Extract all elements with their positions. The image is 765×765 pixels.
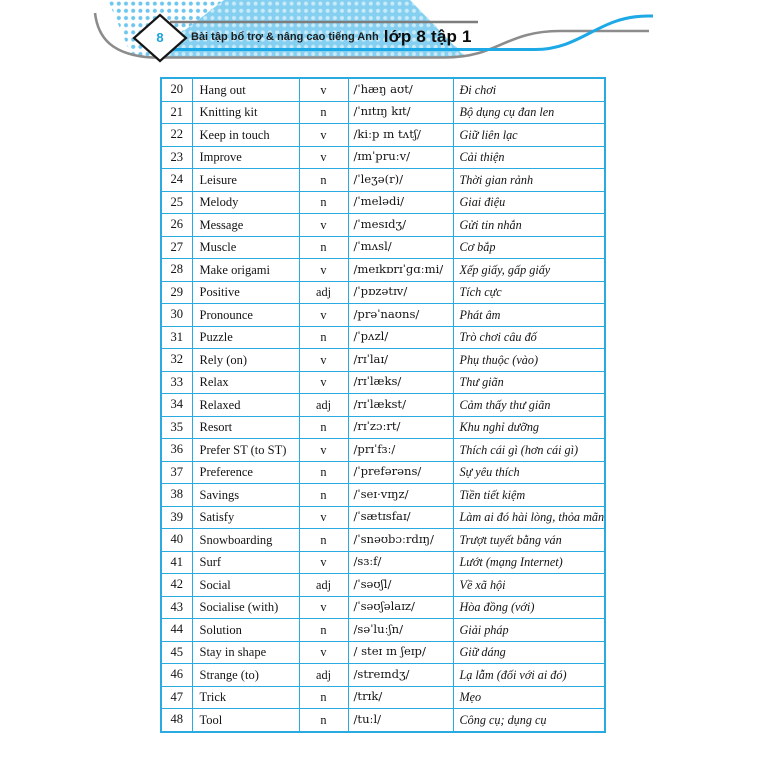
cell-ipa: /ˈleʒə(r)/: [348, 169, 453, 192]
cell-meaning: Phụ thuộc (vào): [453, 349, 605, 372]
cell-ipa: /ˈmesɪdʒ/: [348, 214, 453, 237]
table-row: [161, 506, 605, 529]
cell-pos: v: [299, 551, 348, 574]
header-title-large: lớp 8 tập 1: [383, 26, 472, 46]
cell-pos: v: [299, 304, 348, 327]
cell-pos: v: [299, 124, 348, 147]
cell-no: 43: [161, 596, 192, 619]
cell-no: 31: [161, 326, 192, 349]
cell-pos: n: [299, 529, 348, 552]
table-row: [161, 394, 605, 417]
cell-ipa: /rɪˈlækst/: [348, 394, 453, 417]
cell-meaning: Cơ bắp: [453, 236, 605, 259]
cell-word: Resort: [192, 416, 299, 439]
cell-ipa: /ˈnɪtɪŋ kɪt/: [348, 101, 453, 124]
cell-no: 39: [161, 506, 192, 529]
cell-pos: n: [299, 619, 348, 642]
cell-meaning: Gửi tin nhắn: [453, 214, 605, 237]
cell-no: 21: [161, 101, 192, 124]
cell-ipa: /ˈhæŋ aʊt/: [348, 78, 453, 101]
cell-no: 27: [161, 236, 192, 259]
cell-pos: n: [299, 686, 348, 709]
cell-word: Preference: [192, 461, 299, 484]
cell-ipa: / steɪ ɪn ʃeɪp/: [348, 641, 453, 664]
table-row: [161, 641, 605, 664]
cell-word: Make origami: [192, 259, 299, 282]
table-row: [161, 709, 605, 732]
cell-meaning: Tích cực: [453, 281, 605, 304]
cell-no: 46: [161, 664, 192, 687]
table-row: [161, 146, 605, 169]
cell-meaning: Giai điệu: [453, 191, 605, 214]
cell-pos: v: [299, 78, 348, 101]
cell-word: Puzzle: [192, 326, 299, 349]
cell-meaning: Giữ liên lạc: [453, 124, 605, 147]
cell-pos: v: [299, 259, 348, 282]
cell-no: 30: [161, 304, 192, 327]
cell-no: 24: [161, 169, 192, 192]
cell-no: 37: [161, 461, 192, 484]
cell-no: 29: [161, 281, 192, 304]
cell-meaning: Thời gian rảnh: [453, 169, 605, 192]
cell-word: Hang out: [192, 78, 299, 101]
cell-meaning: Cảm thấy thư giãn: [453, 394, 605, 417]
table-row: [161, 596, 605, 619]
table-row: [161, 461, 605, 484]
cell-pos: n: [299, 461, 348, 484]
cell-word: Melody: [192, 191, 299, 214]
cell-meaning: Xếp giấy, gấp giấy: [453, 259, 605, 282]
vocab-table: [160, 77, 606, 733]
cell-meaning: Sự yêu thích: [453, 461, 605, 484]
cell-meaning: Phát âm: [453, 304, 605, 327]
table-row: [161, 169, 605, 192]
table-row: [161, 416, 605, 439]
cell-no: 48: [161, 709, 192, 732]
cell-pos: v: [299, 214, 348, 237]
cell-no: 25: [161, 191, 192, 214]
cell-pos: adj: [299, 394, 348, 417]
table-row: [161, 214, 605, 237]
cell-no: 22: [161, 124, 192, 147]
cell-meaning: Làm ai đó hài lòng, thỏa mãn: [453, 506, 605, 529]
cell-word: Satisfy: [192, 506, 299, 529]
cell-ipa: /tuːl/: [348, 709, 453, 732]
cell-ipa: /trɪk/: [348, 686, 453, 709]
cell-pos: adj: [299, 574, 348, 597]
cell-meaning: Đi chơi: [453, 78, 605, 101]
cell-no: 42: [161, 574, 192, 597]
cell-meaning: Lạ lẫm (đối với ai đó): [453, 664, 605, 687]
badge-number: 8: [156, 29, 164, 45]
cell-word: Message: [192, 214, 299, 237]
cell-meaning: Bộ dụng cụ đan len: [453, 101, 605, 124]
cell-word: Trick: [192, 686, 299, 709]
cell-no: 45: [161, 641, 192, 664]
cell-ipa: /ˈprefərəns/: [348, 461, 453, 484]
cell-meaning: Lướt (mạng Internet): [453, 551, 605, 574]
cell-ipa: /rɪˈzɔːrt/: [348, 416, 453, 439]
cell-no: 47: [161, 686, 192, 709]
cell-meaning: Tiền tiết kiệm: [453, 484, 605, 507]
vocab-table-body: [161, 78, 605, 732]
cell-no: 35: [161, 416, 192, 439]
table-row: [161, 664, 605, 687]
cell-pos: adj: [299, 281, 348, 304]
cell-no: 20: [161, 78, 192, 101]
cell-pos: v: [299, 349, 348, 372]
table-row: [161, 349, 605, 372]
cell-ipa: /ɪmˈpruːv/: [348, 146, 453, 169]
table-row: [161, 191, 605, 214]
cell-pos: n: [299, 101, 348, 124]
cell-word: Tool: [192, 709, 299, 732]
table-row: [161, 236, 605, 259]
cell-meaning: Về xã hội: [453, 574, 605, 597]
cell-meaning: Giải pháp: [453, 619, 605, 642]
cell-word: Relaxed: [192, 394, 299, 417]
cell-word: Surf: [192, 551, 299, 574]
cell-pos: v: [299, 506, 348, 529]
cell-no: 38: [161, 484, 192, 507]
table-row: [161, 101, 605, 124]
header-title-small: Bài tập bổ trợ & nâng cao tiếng Anh: [191, 30, 379, 43]
cell-no: 41: [161, 551, 192, 574]
cell-meaning: Trượt tuyết bằng ván: [453, 529, 605, 552]
cell-ipa: /ˈpɒzətɪv/: [348, 281, 453, 304]
cell-pos: n: [299, 484, 348, 507]
cell-word: Positive: [192, 281, 299, 304]
cell-meaning: Trò chơi câu đố: [453, 326, 605, 349]
cell-pos: v: [299, 439, 348, 462]
cell-ipa: /səˈluːʃn/: [348, 619, 453, 642]
cell-ipa: /ˈsætɪsfaɪ/: [348, 506, 453, 529]
cell-no: 32: [161, 349, 192, 372]
cell-ipa: /ˈsəʊʃl/: [348, 574, 453, 597]
cell-pos: adj: [299, 664, 348, 687]
cell-word: Prefer ST (to ST): [192, 439, 299, 462]
cell-pos: n: [299, 709, 348, 732]
cell-ipa: /ˈsnəʊbɔːrdɪŋ/: [348, 529, 453, 552]
cell-ipa: /streɪndʒ/: [348, 664, 453, 687]
cell-pos: v: [299, 371, 348, 394]
cell-word: Relax: [192, 371, 299, 394]
cell-ipa: /sɜːf/: [348, 551, 453, 574]
cell-meaning: Thư giãn: [453, 371, 605, 394]
table-row: [161, 529, 605, 552]
cell-meaning: Cải thiện: [453, 146, 605, 169]
cell-word: Pronounce: [192, 304, 299, 327]
header-title: [191, 26, 472, 47]
cell-ipa: /prɪˈfɜː/: [348, 439, 453, 462]
table-row: [161, 551, 605, 574]
table-row: [161, 78, 605, 101]
table-row: [161, 124, 605, 147]
table-row: [161, 281, 605, 304]
cell-word: Rely (on): [192, 349, 299, 372]
cell-meaning: Công cụ; dụng cụ: [453, 709, 605, 732]
table-row: [161, 686, 605, 709]
cell-ipa: /ˈmelədi/: [348, 191, 453, 214]
cell-ipa: /rɪˈlæks/: [348, 371, 453, 394]
cell-word: Muscle: [192, 236, 299, 259]
cell-meaning: Khu nghỉ dưỡng: [453, 416, 605, 439]
cell-no: 34: [161, 394, 192, 417]
cell-word: Keep in touch: [192, 124, 299, 147]
cell-pos: n: [299, 169, 348, 192]
cell-meaning: Thích cái gì (hơn cái gì): [453, 439, 605, 462]
table-row: [161, 619, 605, 642]
cell-ipa: /ˈseɪ·vɪŋz/: [348, 484, 453, 507]
table-row: [161, 304, 605, 327]
cell-pos: v: [299, 596, 348, 619]
table-row: [161, 326, 605, 349]
cell-meaning: Hòa đồng (với): [453, 596, 605, 619]
cell-no: 36: [161, 439, 192, 462]
cell-pos: n: [299, 191, 348, 214]
cell-pos: n: [299, 236, 348, 259]
cell-word: Snowboarding: [192, 529, 299, 552]
cell-word: Socialise (with): [192, 596, 299, 619]
cell-ipa: /kiːp ɪn tʌtʃ/: [348, 124, 453, 147]
cell-meaning: Mẹo: [453, 686, 605, 709]
table-row: [161, 574, 605, 597]
cell-no: 26: [161, 214, 192, 237]
cell-ipa: /ˈmʌsl/: [348, 236, 453, 259]
cell-word: Savings: [192, 484, 299, 507]
cell-word: Knitting kit: [192, 101, 299, 124]
cell-no: 33: [161, 371, 192, 394]
cell-word: Solution: [192, 619, 299, 642]
cell-ipa: /meɪkɒrɪˈɡɑːmi/: [348, 259, 453, 282]
cell-pos: n: [299, 326, 348, 349]
cell-pos: v: [299, 641, 348, 664]
table-row: [161, 259, 605, 282]
table-row: [161, 439, 605, 462]
cell-ipa: /prəˈnaʊns/: [348, 304, 453, 327]
cell-word: Strange (to): [192, 664, 299, 687]
cell-no: 28: [161, 259, 192, 282]
cell-pos: v: [299, 146, 348, 169]
cell-ipa: /rɪˈlaɪ/: [348, 349, 453, 372]
cell-word: Stay in shape: [192, 641, 299, 664]
cell-pos: n: [299, 416, 348, 439]
table-row: [161, 484, 605, 507]
cell-no: 23: [161, 146, 192, 169]
cell-meaning: Giữ dáng: [453, 641, 605, 664]
table-row: [161, 371, 605, 394]
cell-no: 40: [161, 529, 192, 552]
cell-word: Social: [192, 574, 299, 597]
cell-ipa: /ˈsəʊʃəlaɪz/: [348, 596, 453, 619]
cell-word: Improve: [192, 146, 299, 169]
cell-ipa: /ˈpʌzl/: [348, 326, 453, 349]
cell-no: 44: [161, 619, 192, 642]
cell-word: Leisure: [192, 169, 299, 192]
